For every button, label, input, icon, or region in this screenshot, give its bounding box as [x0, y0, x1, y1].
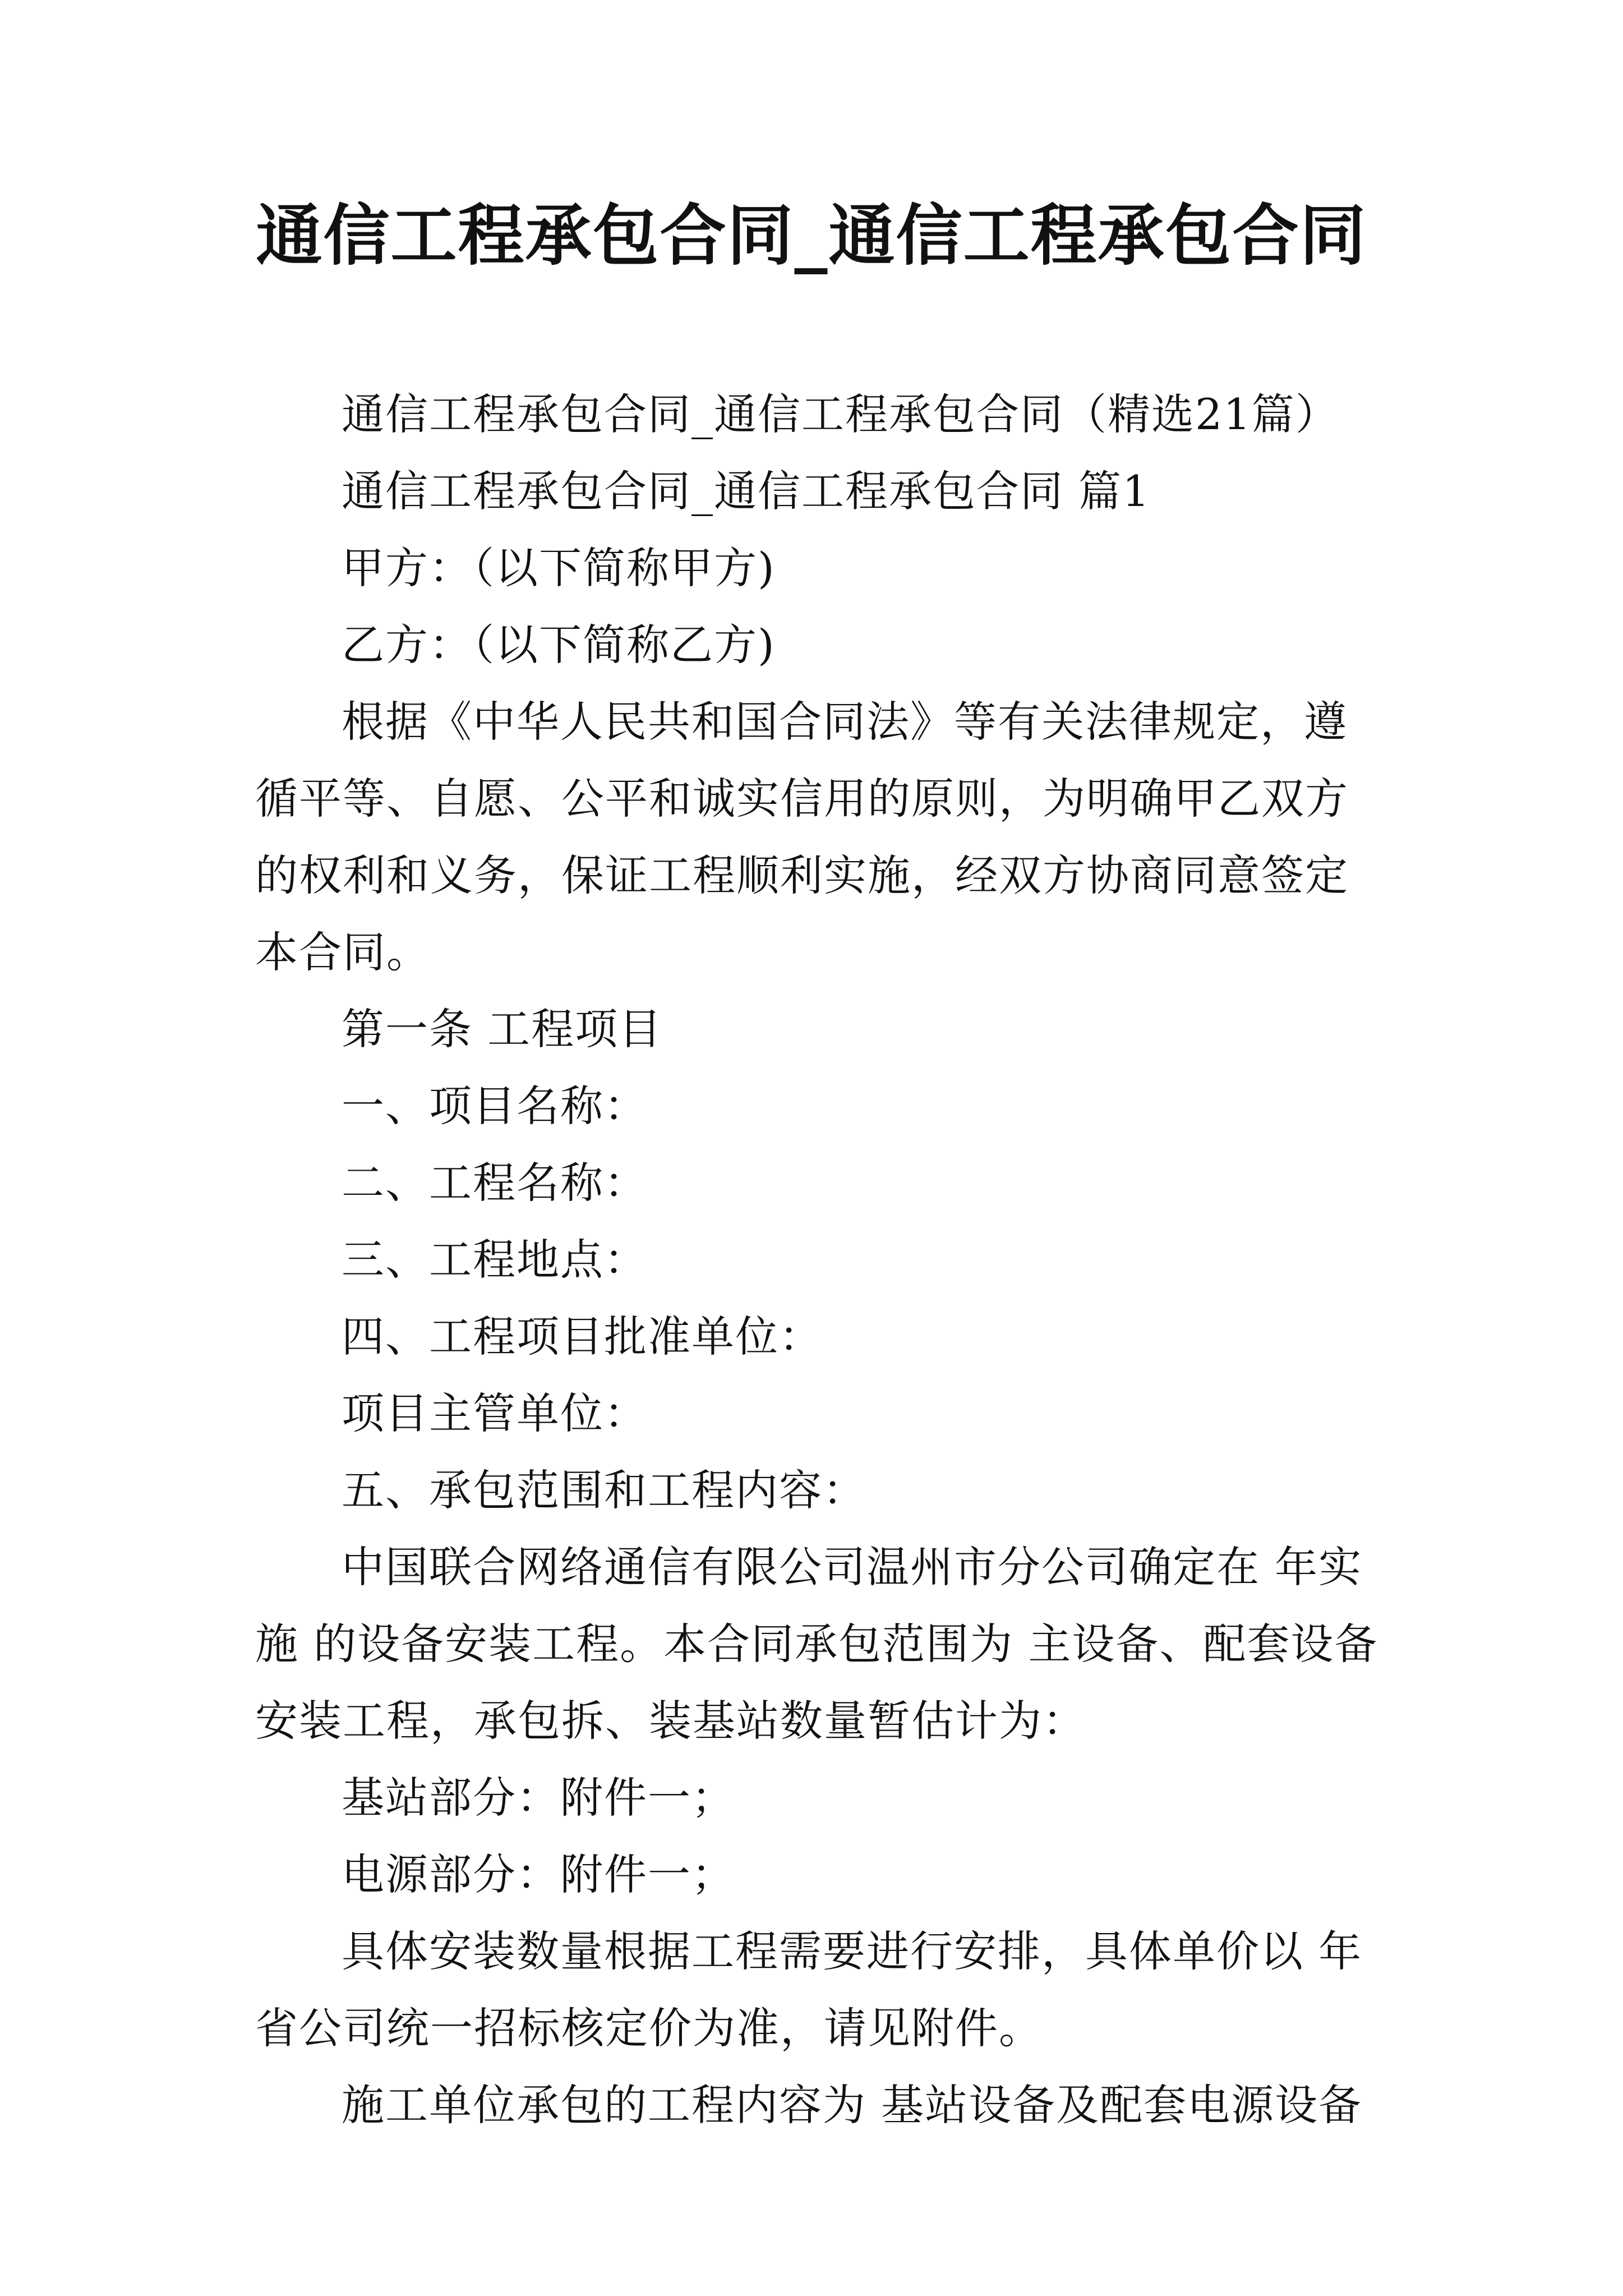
- paragraph-quantity-price: 具体安装数量根据工程需要进行安排，具体单价以 年省公司统一招标核定价为准，请见附件。: [255, 1926, 1363, 2053]
- paragraph-power-supply: 电源部分：附件一；: [342, 1849, 735, 1899]
- document-title: 通信工程承包合同_通信工程承包合同: [256, 197, 1367, 274]
- paragraph-subtitle: 通信工程承包合同_通信工程承包合同（精选21篇）: [342, 389, 1339, 439]
- paragraph-part-heading: 通信工程承包合同_通信工程承包合同 篇1: [342, 466, 1151, 516]
- paragraph-scope-detail: 中国联合网络通信有限公司温州市分公司确定在 年实施 的设备安装工程。本合同承包范围为 主设备、配套设备安装工程，承包拆、装基站数量暂估计为：: [255, 1542, 1378, 1746]
- paragraph-base-station: 基站部分：附件一；: [342, 1773, 735, 1823]
- document-body: [255, 376, 1382, 2143]
- paragraph-scope-heading: 五、承包范围和工程内容：: [342, 1465, 866, 1515]
- paragraph-project-name: 一、项目名称：: [342, 1081, 648, 1131]
- paragraph-party-b: 乙方：（以下简称乙方): [342, 620, 776, 670]
- paragraph-construction-content: 施工单位承包的工程内容为 基站设备及配套电源设备: [342, 2080, 1363, 2130]
- paragraph-party-a: 甲方：（以下简称甲方): [342, 543, 776, 593]
- paragraph-engineering-location: 三、工程地点：: [342, 1235, 648, 1285]
- paragraph-engineering-name: 二、工程名称：: [342, 1158, 648, 1208]
- paragraph-preamble: 根据《中华人民共和国合同法》等有关法律规定，遵循平等、自愿、公平和诚实信用的原则，为明确甲乙双方的权利和义务，保证工程顺利实施，经双方协商同意签定本合同。: [255, 697, 1349, 977]
- paragraph-approval-unit: 四、工程项目批准单位：: [342, 1312, 823, 1361]
- paragraph-supervising-unit: 项目主管单位：: [342, 1388, 648, 1438]
- paragraph-article-1: 第一条 工程项目: [342, 1004, 663, 1054]
